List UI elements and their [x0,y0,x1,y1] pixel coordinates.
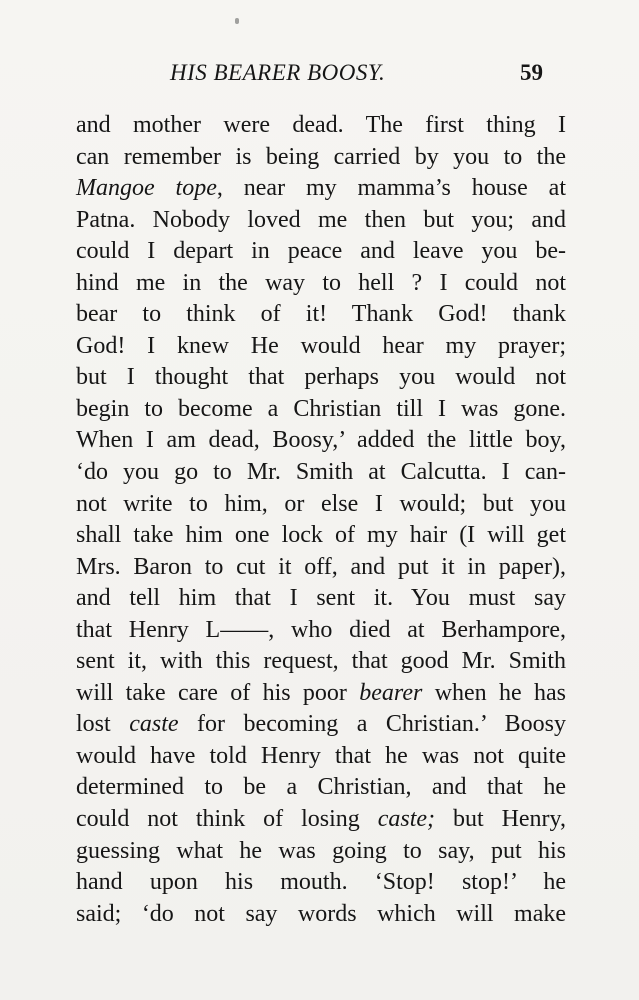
text-segment: shall take him one lock of my hair (I will get [76,522,566,549]
text-line [76,394,566,426]
text-segment: begin to become a Christian till I was gone. [76,395,566,422]
text-segment: bear to think of it! Thank God! thank [76,301,566,328]
text-line [76,425,566,457]
text-line [76,362,566,394]
text-line [76,299,566,331]
italic-text: caste; [377,806,436,833]
text-line [76,236,566,268]
text-segment: and tell him that I sent it. You must say [76,585,566,612]
text-segment: that Henry L——, who died at Berhampore, [76,616,566,643]
text-segment: not write to him, or else I would; but you [76,490,566,517]
text-line [76,678,566,710]
text-segment: determined to be a Christian, and that he [76,774,566,801]
running-head [0,58,639,90]
text-segment: sent it, with this request, that good Mr. Smith [76,648,566,675]
italic-text: bearer [359,679,423,706]
text-line [76,741,566,773]
text-segment: Patna. Nobody loved me then but you; and [76,206,566,233]
text-segment: hand upon his mouth. ‘Stop! stop!’ he [76,869,566,896]
italic-text: caste [129,711,179,738]
text-segment: but Henry, [435,806,566,833]
page-number: 59 [520,60,543,85]
text-segment: ‘do you go to Mr. Smith at Calcutta. I can- [76,459,566,486]
text-segment: When I am dead, Boosy,’ added the little boy, [76,427,566,454]
text-segment: when he has [422,679,566,706]
text-line [76,205,566,237]
text-line [76,110,566,142]
text-line [76,804,566,836]
text-segment: , near my mamma’s house at [216,175,566,202]
running-title: HIS BEARER BOOSY. [170,60,386,85]
text-line [76,457,566,489]
text-segment: for becoming a Christian.’ Boosy [178,711,566,738]
text-line [76,709,566,741]
text-line [76,583,566,615]
text-segment: hind me in the way to hell ? I could not [76,269,566,296]
text-segment: could not think of losing [76,806,378,833]
text-line [76,615,566,647]
text-line [76,520,566,552]
ink-speck [235,18,239,24]
text-segment: will take care of his poor [76,679,360,706]
text-line [76,552,566,584]
text-line [76,489,566,521]
italic-text: Mangoe tope [76,175,217,202]
text-line [76,772,566,804]
text-segment: guessing what he was going to say, put his [76,837,566,864]
body-text [76,110,566,930]
text-line [76,646,566,678]
text-line [76,867,566,899]
text-line [76,836,566,868]
text-segment: can remember is being carried by you to the [76,143,566,170]
text-line [76,899,566,931]
text-line [76,268,566,300]
text-line [76,173,566,205]
text-segment: lost [76,711,130,738]
text-segment: and mother were dead. The first thing I [76,112,566,138]
text-segment: said; ‘do not say words which will make [76,900,566,927]
text-segment: could I depart in peace and leave you be- [76,238,566,265]
text-segment: but I thought that perhaps you would not [76,364,566,391]
text-segment: God! I knew He would hear my prayer; [76,332,566,359]
text-segment: would have told Henry that he was not quite [76,742,566,769]
text-segment: Mrs. Baron to cut it off, and put it in paper), [76,553,566,580]
text-line [76,142,566,174]
text-line [76,331,566,363]
